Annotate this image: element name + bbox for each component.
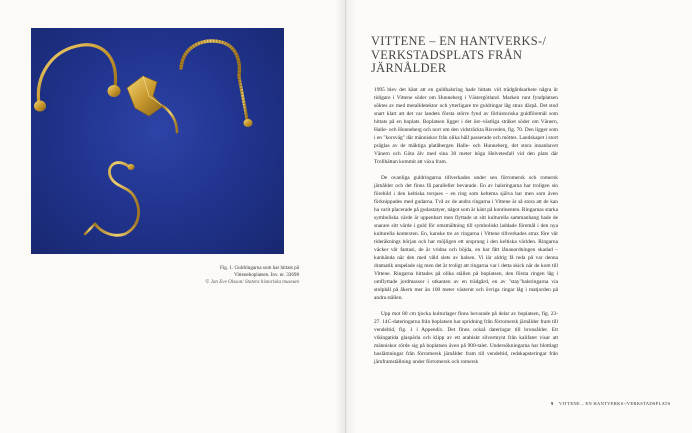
- caption-line-1: Fig. 1. Guldringarna som har hittats på: [220, 265, 299, 271]
- running-title: VITTENE – EN HANTVERKS-/VERKSTADSPLATS: [558, 401, 671, 406]
- right-page: [346, 0, 692, 433]
- gold-rings-illustration: [31, 28, 284, 254]
- torc-ring: [181, 41, 253, 127]
- body-text: [374, 86, 558, 373]
- bent-wire-ring: [85, 163, 139, 236]
- gold-rings-photo: [31, 28, 284, 254]
- crumpled-ring: [127, 76, 177, 132]
- paragraph: Upp mot 80 cm tjocka kulturlager finns bevarade på delar av boplatsen, fig. 23-27. 14C-dateringarna från boplatsen har spridning från förromersk järnålder fram till vendeltid, fig. 1 i Appendix. Det finns också dateringar till bronsålder. Ett vikingatida glaspärla och klipp av ett arabiskt silvermynt från kalifatet visar att människor rörde sig på boplatsen även på 900-talet. Undersökningarna har blottlagt huslämningar från förromersk järnålder fram till vendeltid, redskapsteringar från järnframställning under förromersk och romersk: [374, 310, 558, 365]
- caption-line-2: Vitteneboplatsen. Inv. nr. 33698: [233, 272, 299, 279]
- heading-line-3: JÄRNÅLDER: [371, 61, 447, 75]
- gutter-shadow: [335, 0, 345, 433]
- chapter-heading: [371, 35, 671, 76]
- heading-line-1: VITTENE – EN HANTVERKS-/: [371, 34, 547, 48]
- heading-line-2: VERKSTADSPLATS FRÅN: [371, 47, 523, 62]
- figure-caption: [179, 265, 299, 287]
- caption-credit: © Jan Eve Olsson/ Statens historiska museum: [205, 279, 299, 286]
- gutter-shadow: [346, 0, 356, 433]
- paragraph: De ovanliga guldringarna tillverkades under sen förromersk och romersk järnålder och det finns få paralleller bevarade. En av halsringarna har troligen sin förebild i den keltiska torques – en ring som keltema själva bar men som även förknippades med gudarna. Två av de andra ringarna i Vittene är så stora att de kan ha varit placerade på gudastatyer, något som är känt på kontinenten. Ringarnas starka symboliska värde är uppenbart men flyttade ut sitt kulturella sammanhang hade de snarare sitt värde i guld för omsmältning till symboliskt laddade föremål i den nya kulturella kontexten. En, kanske tre av ringarna i Vittene tillverkades strax före vår tideräknings början och har möjligen ett ursprung i den keltiska världen. Ringarna väcker vår fantasi, de är vridna och böjda, en har fått lånanordningen skadad – kanhända när den med våld slets av halsen. Vi lär aldrig få reda på var denna dramatik utspelade sig men det är troligt att ringarna var i detta skick när de kom till Vittene. Ringarna hittades på olika ställen på boplatsen, den första ringen låg i omflyttade jordmassor i utkanten av en trädgård, en av "stay"halsringarna via stolphål på åkern mer än 100 meter västerut och övriga ringar låg i matjorden på andra ställen.: [374, 174, 558, 301]
- page-number: 9: [551, 401, 554, 406]
- running-footer: [551, 401, 670, 406]
- paragraph: 1995 blev det känt att en guldhalsring hade hittats vid trädgårdsarbete några år tidigare i Vittene söder om Hunneberg i Västergötland. Marken runt fyndplatsen söktes av med metalldetektor och ytterligare tre guldringar låg strax därpå. Det stod snart klart att det var landets första större fynd av förhistoriska guldföremål som hittats på en boplats. Boplatsen ligger i det öst–västliga stråket söder om Vänern, Halle- och Hunneberg och norr om den vidsträckta Risveden, fig. 70. Den ligger som i en "korsväg" där människor från olika håll passerade och möttes. Landskapet i stort präglas av de mäktiga platåbergen Halle- och Hunneberg, det stora innanhavet Vänern och Göta älv med sina 30 meter höga Helvetesfall vid den plats där Trollhättan kommit att växa fram.: [374, 87, 558, 165]
- neck-ring-1: [34, 45, 121, 112]
